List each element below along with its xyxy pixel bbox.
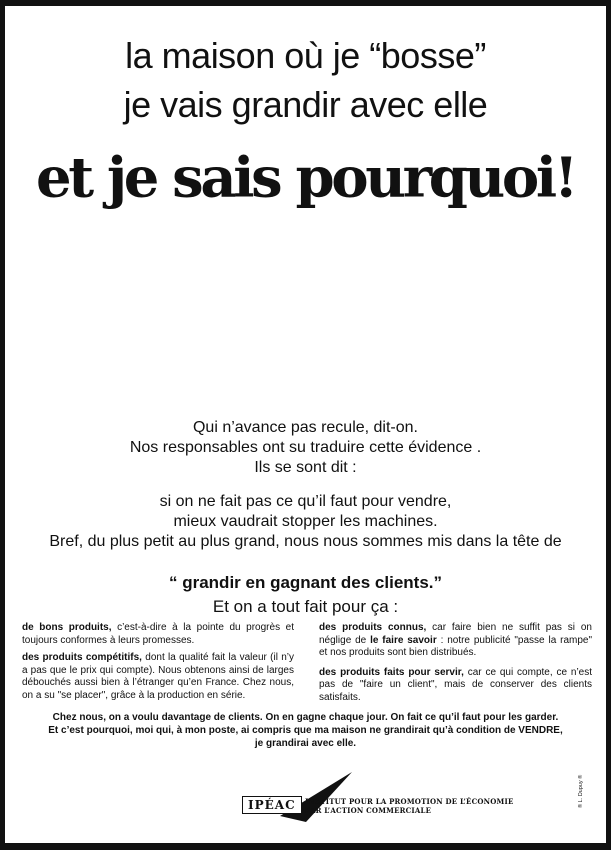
logo-name: IPÉAC [242, 796, 302, 814]
right-paragraph-text: car faire bien ne suffit pas si on néglige de [319, 622, 592, 646]
logo-caption [305, 797, 514, 815]
logo-caption-line-2: PAR L’ACTION COMMERCIALE [305, 806, 432, 815]
right-paragraph [319, 667, 592, 705]
right-column [319, 622, 592, 709]
closing-line-3: je grandirai avec elle. [254, 738, 357, 749]
right-paragraph-lead: des produits faits pour servir, [319, 666, 464, 678]
slogan: “ grandir en gagnant des clients.” [169, 573, 442, 592]
left-paragraph-lead: des produits compétitifs, [22, 652, 142, 663]
left-paragraph-text: c’est-à-dire à la pointe du progrès et toujours conformes à leurs promesses. [22, 622, 294, 646]
left-paragraph-text: dont la qualité fait la valeur (il n’y a pas que le prix qui compte). Nous obtenons ainsi de larges débouchés aussi bien à l’étranger qu’en France. Chez nous, on a su "se placer", grâce à la production en série. [22, 652, 294, 701]
closing-line-1: Chez nous, on a voulu davantage de clients. On en gagne chaque jour. On fait ce qu’il faut pour les garder. [52, 712, 559, 723]
logo-caption-line-1: INSTITUT POUR LA PROMOTION DE L’ÉCONOMIE [305, 797, 514, 806]
intro-line-3: Ils se sont dit : [254, 459, 357, 476]
intro-line-2: Nos responsables ont su traduire cette évidence . [129, 439, 482, 456]
right-paragraph [319, 622, 592, 660]
sub-slogan: Et on a tout fait pour ça : [212, 597, 399, 616]
right-paragraph-emphasis: le faire savoir [370, 634, 437, 646]
intro-line-4: si on ne fait pas ce qu’il faut pour vendre, [159, 493, 452, 510]
right-paragraph-lead: des produits connus, [319, 622, 427, 633]
intro-line-5: mieux vaudrait stopper les machines. [173, 513, 438, 530]
left-paragraph-lead: de bons produits, [22, 622, 112, 633]
closing-text [14, 711, 597, 750]
right-paragraph-text: car ce qui compte, ce n’est pas de "faire un client", mais de conserver des clients satisfaits. [319, 666, 593, 703]
intro-line-6: Bref, du plus petit au plus grand, nous nous sommes mis dans la tête de [49, 533, 562, 550]
closing-line-2: Et c’est pourquoi, moi qui, à mon poste, ai compris que ma maison ne grandirait qu’à condition de VENDRE, [48, 725, 563, 736]
headline-line-2: je vais grandir avec elle [123, 84, 488, 125]
intro-line-1: Qui n’avance pas recule, dit-on. [192, 419, 418, 436]
headline-big: et je sais pourquoi! [35, 145, 576, 210]
right-paragraph-text: : notre publicité "passe la rampe" et nos produits sont bien distribués. [319, 634, 593, 658]
left-paragraph [22, 622, 294, 647]
designer-credit: ® L. Dupuy ® [578, 774, 584, 808]
left-paragraph [22, 652, 294, 702]
headline-line-1: la maison où je “bosse” [125, 35, 486, 76]
left-column [22, 622, 294, 707]
